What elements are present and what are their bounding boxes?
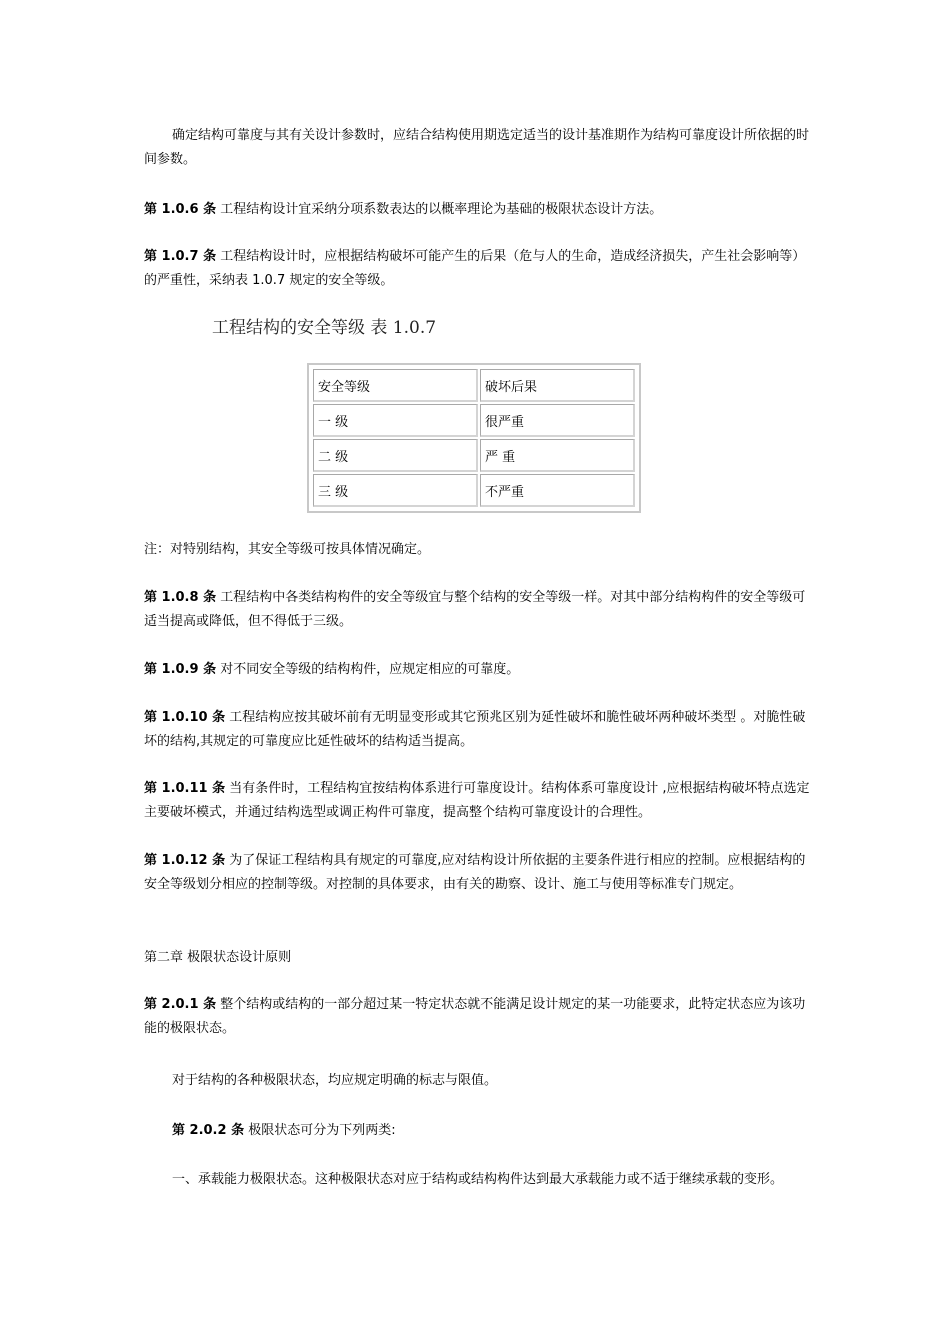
clause-1-0-12 — [144, 849, 810, 897]
table-row — [313, 404, 635, 437]
clause-label: 第 1.0.7 条 — [144, 249, 217, 264]
clause-text: 工程结构应按其破坏前有无明显变形或其它预兆区别为延性破坏和脆性破坏两种破坏类型 。对脆性破坏的结构,其规定的可靠度应比延性破坏的结构适当提高。 — [144, 710, 806, 749]
clause-text: 对不同安全等级的结构构件，应规定相应的可靠度。 — [216, 662, 520, 677]
table-cell: 三 级 — [313, 474, 478, 507]
clause-text: 工程结构设计宜采纳分项系数表达的以概率理论为基础的极限状态设计方法。 — [216, 202, 663, 217]
table-header-cell: 安全等级 — [313, 369, 478, 402]
clause-label: 第 1.0.8 条 — [144, 590, 217, 605]
table-cell: 严 重 — [480, 439, 635, 472]
clause-label: 第 1.0.9 条 — [144, 662, 217, 677]
safety-class-table — [307, 363, 641, 513]
clause-2-0-2 — [144, 1119, 810, 1143]
clause-text: 整个结构或结构的一部分超过某一特定状态就不能满足设计规定的某一功能要求，此特定状态应为该功能的极限状态。 — [144, 997, 806, 1036]
clause-text: 工程结构设计时，应根据结构破坏可能产生的后果（危与人的生命，造成经济损失，产生社会影响等）的严重性，采纳表 1.0.7 规定的安全等级。 — [144, 249, 806, 288]
clause-1-0-11 — [144, 777, 810, 825]
paragraph-ultimate-limit-state: 一、承载能力极限状态。这种极限状态对应于结构或结构构件达到最大承载能力或不适于继续承载的变形。 — [172, 1172, 784, 1187]
table-cell: 二 级 — [313, 439, 478, 472]
table-cell: 一 级 — [313, 404, 478, 437]
clause-1-0-7 — [144, 245, 810, 293]
clause-label: 第 1.0.11 条 — [144, 781, 226, 796]
clause-1-0-9 — [144, 658, 810, 682]
clause-text: 工程结构中各类结构构件的安全等级宜与整个结构的安全等级一样。对其中部分结构构件的安全等级可适当提高或降低，但不得低于三级。 — [144, 590, 806, 629]
clause-text: 极限状态可分为下列两类: — [244, 1123, 396, 1138]
paragraph-design-reference-period — [144, 124, 810, 172]
table-cell: 不严重 — [480, 474, 635, 507]
table-note: 注：对特别结构，其安全等级可按具体情况确定。 — [144, 542, 431, 557]
table-header-row — [313, 369, 635, 402]
clause-2-0-1 — [144, 993, 810, 1041]
clause-label: 第 1.0.12 条 — [144, 853, 226, 868]
clause-1-0-8 — [144, 586, 810, 634]
clause-text: 为了保证工程结构具有规定的可靠度,应对结构设计所依据的主要条件进行相应的控制。应根据结构的安全等级划分相应的控制等级。对控制的具体要求，由有关的勘察、设计、施工与使用等标准专门规定。 — [144, 853, 806, 892]
clause-label: 第 2.0.2 条 — [172, 1123, 245, 1138]
clause-text: 当有条件时，工程结构宜按结构体系进行可靠度设计。结构体系可靠度设计 ,应根据结构破坏特点选定主要破坏模式，并通过结构选型或调正构件可靠度，提高整个结构可靠度设计的合理性。 — [144, 781, 810, 820]
clause-label: 第 2.0.1 条 — [144, 997, 217, 1012]
table-row — [313, 439, 635, 472]
clause-label: 第 1.0.6 条 — [144, 202, 217, 217]
clause-label: 第 1.0.10 条 — [144, 710, 226, 725]
table-row — [313, 474, 635, 507]
table-caption: 工程结构的安全等级 表 1.0.7 — [212, 318, 437, 338]
table-cell: 很严重 — [480, 404, 635, 437]
clause-1-0-6 — [144, 198, 810, 222]
paragraph-text: 确定结构可靠度与其有关设计参数时，应结合结构使用期选定适当的设计基准期作为结构可靠度设计所依据的时间参数。 — [144, 128, 810, 167]
paragraph-limit-markers: 对于结构的各种极限状态，均应规定明确的标志与限值。 — [172, 1073, 498, 1088]
clause-1-0-10 — [144, 706, 810, 754]
table-header-cell: 破坏后果 — [480, 369, 635, 402]
chapter-heading: 第二章 极限状态设计原则 — [144, 950, 292, 965]
